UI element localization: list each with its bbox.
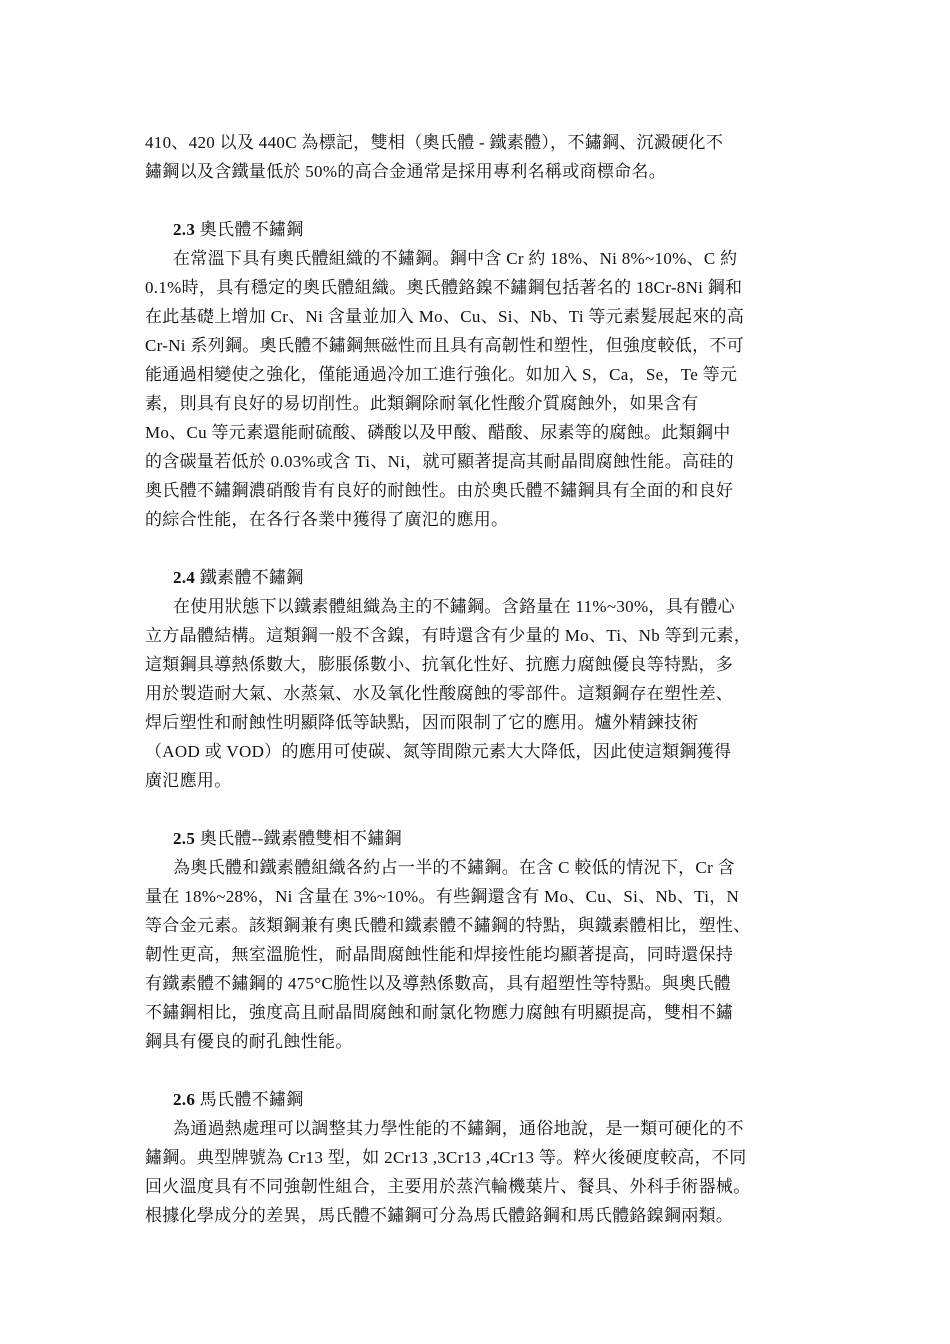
section-heading [145,1085,810,1114]
text-line: 回火溫度具有不同強韌性組合，主要用於蒸汽輪機葉片、餐具、外科手術器械。 [145,1177,751,1196]
spacer [145,795,810,824]
text-line: 在使用狀態下以鐵素體組織為主的不鏽鋼。含鉻量在 11%~30%，具有體心 [173,597,735,616]
section-number: 2.4 [173,568,196,587]
text-line: 0.1%時，具有穩定的奧氏體組織。奧氏體鉻鎳不鏽鋼包括著名的 18Cr-8Ni 鋼和 [145,278,743,297]
section-number: 2.6 [173,1090,196,1109]
text-line: 的綜合性能，在各行各業中獲得了廣氾的應用。 [145,510,509,529]
section-title: 鐵素體不鏽鋼 [199,568,304,587]
text-line: 奧氏體不鏽鋼濃硝酸肯有良好的耐蝕性。由於奧氏體不鏽鋼具有全面的和良好 [145,481,734,500]
section-2-6 [145,1085,810,1230]
text-line: 鏽鋼。典型牌號為 Cr13 型，如 2Cr13 ,3Cr13 ,4Cr13 等。粹火後硬度較高，不同 [145,1148,747,1167]
section-2-5 [145,824,810,1056]
text-line: 能通過相變使之強化，僅能通過冷加工進行強化。如加入 S，Ca，Se，Te 等元 [145,365,738,384]
section-heading [145,563,810,592]
text-line: （AOD 或 VOD）的應用可使碳、氮等間隙元素大大降低，因此使這類鋼獲得 [145,742,732,761]
text-line: 為通過熱處理可以調整其力學性能的不鏽鋼，通俗地說，是一類可硬化的不 [173,1119,744,1138]
section-title: 奧氏體不鏽鋼 [199,220,304,239]
text-line: 用於製造耐大氣、水蒸氣、水及氧化性酸腐蝕的零部件。這類鋼存在塑性差、 [145,684,734,703]
text-line: 這類鋼具導熱係數大，膨脹係數小、抗氧化性好、抗應力腐蝕優良等特點，多 [145,655,734,674]
spacer [145,534,810,563]
spacer [145,1056,810,1085]
text-line: 韌性更高，無室溫脆性，耐晶間腐蝕性能和焊接性能均顯著提高，同時還保持 [145,945,734,964]
text-line: 根據化學成分的差異，馬氏體不鏽鋼可分為馬氏體鉻鋼和馬氏體鉻鎳鋼兩類。 [145,1206,734,1225]
text-line: 等合金元素。該類鋼兼有奧氏體和鐵素體不鏽鋼的特點，與鐵素體相比，塑性、 [145,916,751,935]
text-line: 在此基礎上增加 Cr、Ni 含量並加入 Mo、Cu、Si、Nb、Ti 等元素髮展起來的高 [145,307,745,326]
text-line: 立方晶體結構。這類鋼一般不含鎳，有時還含有少量的 Mo、Ti、Nb 等到元素， [145,626,752,645]
spacer [145,186,810,215]
intro-paragraph [145,128,810,186]
text-line: 的含碳量若低於 0.03%或含 Ti、Ni，就可顯著提高其耐晶間腐蝕性能。高硅的 [145,452,734,471]
section-heading [145,824,810,853]
section-2-3 [145,215,810,534]
text-line: 鋼具有優良的耐孔蝕性能。 [145,1032,353,1051]
text-line: 素，則具有良好的易切削性。此類鋼除耐氧化性酸介質腐蝕外，如果含有 [145,394,699,413]
text-line: 鏽鋼以及含鐵量低於 50%的高合金通常是採用專利名稱或商標命名。 [145,162,667,181]
section-number: 2.5 [173,829,196,848]
section-title: 奧氏體--鐵素體雙相不鏽鋼 [199,829,402,848]
document-page [145,128,810,1230]
text-line: 不鏽鋼相比，強度高且耐晶間腐蝕和耐氯化物應力腐蝕有明顯提高，雙相不鏽 [145,1003,734,1022]
section-number: 2.3 [173,220,196,239]
text-line: Mo、Cu 等元素還能耐硫酸、磷酸以及甲酸、醋酸、尿素等的腐蝕。此類鋼中 [145,423,731,442]
section-title: 馬氏體不鏽鋼 [199,1090,304,1109]
text-line: 有鐵素體不鏽鋼的 475°C脆性以及導熱係數高，具有超塑性等特點。與奧氏體 [145,974,731,993]
text-line: 焊后塑性和耐蝕性明顯降低等缺點，因而限制了它的應用。爐外精鍊技術 [145,713,699,732]
section-heading [145,215,810,244]
text-line: 410、420 以及 440C 為標記，雙相（奧氏體 - 鐵素體），不鏽鋼、沉澱硬化不 [145,133,724,152]
section-2-4 [145,563,810,795]
text-line: Cr-Ni 系列鋼。奧氏體不鏽鋼無磁性而且具有高韌性和塑性，但強度較低，不可 [145,336,744,355]
text-line: 在常溫下具有奧氏體組織的不鏽鋼。鋼中含 Cr 約 18%、Ni 8%~10%、C 約 [173,249,738,268]
text-line: 廣氾應用。 [145,771,232,790]
text-line: 為奧氏體和鐵素體組織各約占一半的不鏽鋼。在含 C 較低的情況下，Cr 含 [173,858,735,877]
text-line: 量在 18%~28%，Ni 含量在 3%~10%。有些鋼還含有 Mo、Cu、Si、Nb、Ti，N [145,887,740,906]
